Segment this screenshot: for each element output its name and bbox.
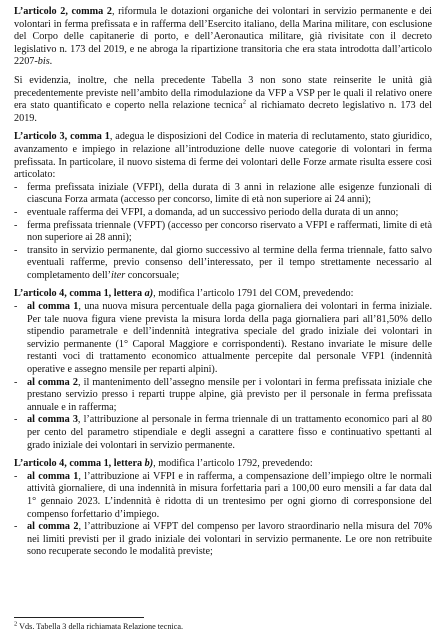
list-item: [14, 471, 432, 521]
list-item-text: transito in servizio permanente, dal giorno successivo al termine della ferma triennale, fatto salvo eventuali rafferme, previo consenso dell’interessato, per il tempo strettamente necessario al completamento dell’: [27, 244, 432, 281]
list-item-lead: al comma 2: [27, 521, 79, 533]
list-item-lead: al comma 1: [27, 470, 79, 482]
paragraph-text: , adegua le disposizioni del Codice in materia di reclutamento, stato giuridico, avanzamento e impiego in relazione all’introduzione delle nuove categorie di volontari in ferma prefissata. In particolare, il nuovo sistema di ferme dei volontari delle Forze armate risulta essere così articolato:: [14, 131, 432, 181]
paragraph-end: .: [49, 56, 53, 68]
list-item-text: , l’attribuzione al personale in ferma triennale di un trattamento economico pari al 80 per cento del parametro stipendiale e degli assegni a carattere fisso e continuativo spettanti al grado iniziale dei volontari in servizio permanente.: [27, 414, 433, 451]
list-item: - eventuale rafferma dei VFPI, a domanda, ad un successivo periodo della durata di un anno;: [14, 207, 432, 220]
list-item-text-end: concorsuale;: [125, 269, 180, 281]
list-item: - ferma prefissata triennale (VFPT) (accesso per concorso riservato a VFPI e raffermati, limite di età non superiore ai 28 anni);: [14, 220, 432, 245]
paragraph-text: , modifica l’articolo 1791 del COM, prevedendo:: [153, 288, 354, 300]
comma-list-1791: [14, 301, 432, 452]
footnote-text: Vds. Tabella 3 della richiamata Relazione tecnica.: [17, 622, 184, 631]
list-item-lead: al comma 3: [27, 414, 78, 426]
footnote-ref[interactable]: 2: [242, 98, 246, 106]
paragraph-lead-italic: a): [144, 288, 154, 300]
paragraph-articolo-2: [14, 6, 432, 69]
paragraph-lead: L’articolo 3, comma 1: [14, 131, 110, 143]
list-item: [14, 521, 432, 559]
paragraph-italic: bis: [37, 56, 50, 68]
paragraph-articolo-3: [14, 131, 432, 181]
list-item: [14, 414, 432, 452]
list-item: [14, 377, 432, 415]
comma-list-1792: [14, 471, 432, 559]
list-item: [14, 245, 432, 283]
paragraph-lead: L’articolo 2, comma 2: [14, 6, 112, 17]
footnote-number: 2: [14, 620, 18, 628]
list-item-lead: al comma 2: [27, 376, 78, 388]
paragraph-lead: L’articolo 4, comma 1, lettera: [14, 288, 145, 300]
ferme-list: [14, 182, 432, 283]
paragraph-text: , modifica l’articolo 1792, prevedendo:: [153, 458, 313, 470]
list-item-text: , una nuova misura percentuale della paga giornaliera dei volontari in ferma iniziale. Per tale nuova figura viene prevista la misura lorda della paga giornaliera pari all’81,50% dello stipendio parametrale e dell’indennità integrativa speciale del grado iniziale dei volontari in servizio permanente (1° Caporal Maggiore e corrispondenti). Restano invariate le misure delle restanti voci di trattamento economico attualmente percepite dal personale VFP1 (indennità operative e assegno mensile per reparti alpini).: [27, 301, 433, 376]
footnote: [14, 622, 183, 632]
footnote-divider: [14, 617, 144, 618]
list-item-text: , l’attribuzione ai VFPI e in rafferma, a compensazione dell’impiego oltre le normali attività giornaliere, di una indennità in misura forfettaria pari a 100,00 euro mensili a far data dal 1° gennaio 2023. L’indennità è ridotta di un trentesimo per ogni giorno di corresponsione del compenso forfettario d’impiego.: [27, 470, 433, 520]
paragraph-articolo-4-a: [14, 288, 432, 301]
paragraph-lead-italic: b): [144, 458, 154, 470]
list-item-italic: iter: [111, 269, 126, 281]
list-item-lead: al comma 1: [27, 301, 79, 313]
paragraph-tabella-3: [14, 75, 432, 125]
paragraph-lead: L’articolo 4, comma 1, lettera: [14, 458, 145, 470]
list-item-text: , il mantenimento dell’assegno mensile per i volontari in ferma prefissata iniziale che prestano servizio presso i reparti truppe alpine, già previsto per il personale in ferma prefissata annuale e in rafferma;: [27, 376, 432, 413]
list-item: [14, 301, 432, 377]
paragraph-articolo-4-b: [14, 458, 432, 471]
paragraph-text: , riformula le dotazioni organiche dei volontari in servizio permanente e dei volontari in ferma prefissata e in rafferma dell’Esercito italiano, della Marina militare, con esclusione del Corpo delle capitanerie di porto, e dell’Aeronautica militare, già rivisitate con il decreto legislativo n. 173 del 2019, e ne abroga la ripartizione transitoria che era stata introdotta dall’articolo 2207-: [14, 6, 432, 68]
list-item-text: , l’attribuzione ai VFPT del compenso per lavoro straordinario nella misura del 70% nei limiti previsti per il grado iniziale dei volontari in servizio permanente. Le ore non retribuite sono recuperate secondo le modalità previste;: [27, 521, 432, 558]
paragraph-text-end: al richiamato decreto legislativo n. 173 del 2019.: [14, 100, 432, 124]
paragraph-text: Si evidenzia, inoltre, che nella precedente Tabella 3 non sono state reinserite le unità già precedentemente previste nell’ambito della rimodulazione da VFP a VSP per le quali il relativo onere era stato quantificato e coperto nella relazione tecnica: [14, 74, 432, 112]
list-item: - ferma prefissata iniziale (VFPI), della durata di 3 anni in relazione alle esigenze funzionali di ciascuna Forza armata (accesso per concorso, limite di età non superiore ai 24 anni);: [14, 182, 432, 207]
